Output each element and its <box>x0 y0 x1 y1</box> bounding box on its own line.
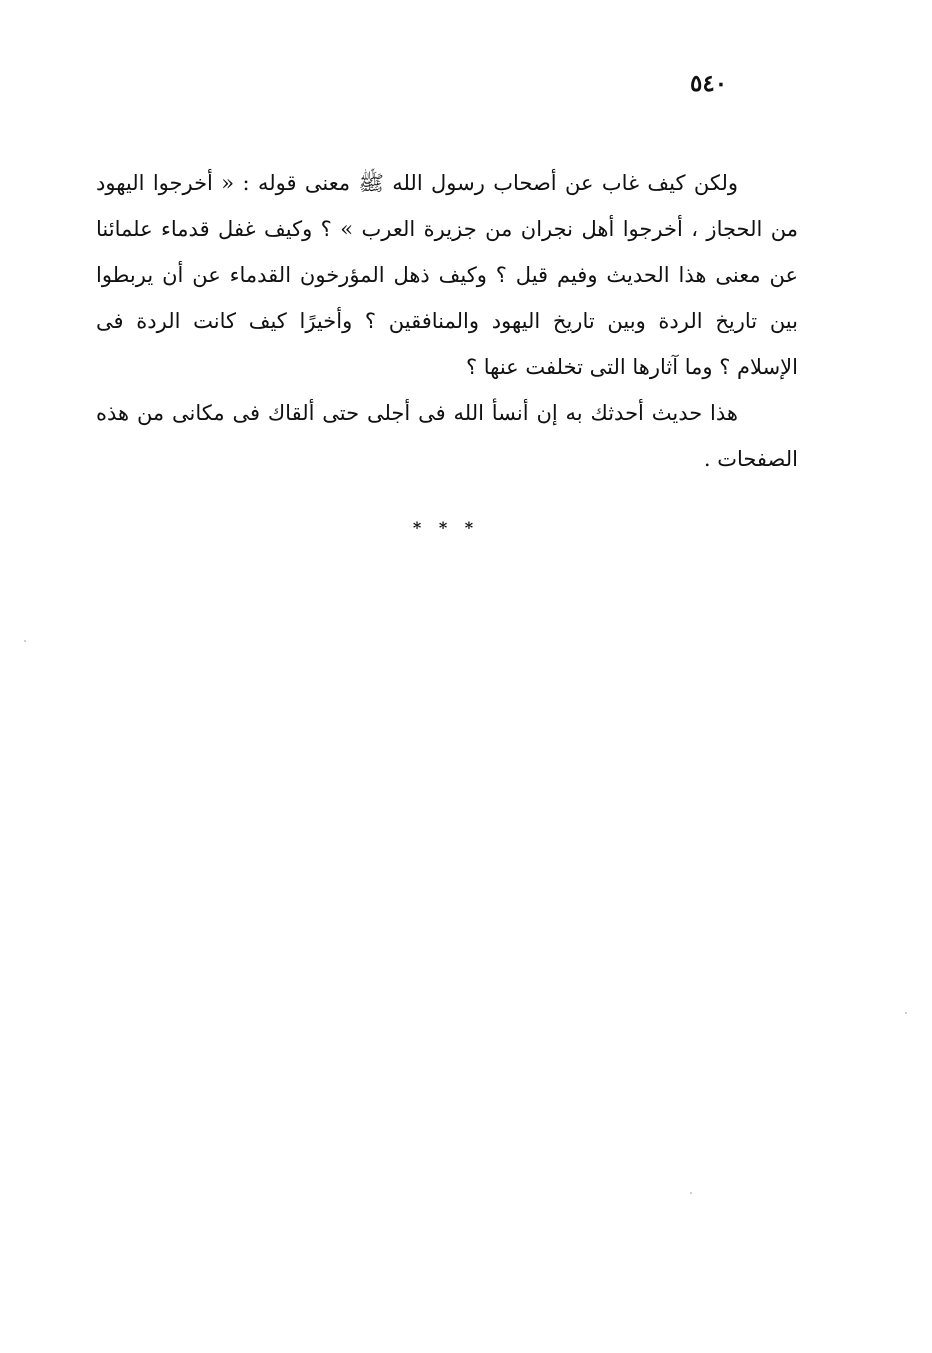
paragraph-2 <box>96 390 798 482</box>
page-number: ٥٤٠ <box>690 70 728 97</box>
text-line: بين تاريخ الردة وبين تاريخ اليهود والمنافقين ؟ وأخيرًا كيف كانت الردة فى <box>96 309 798 333</box>
text-line: الصفحات . <box>703 447 798 471</box>
text-line: ولكن كيف غاب عن أصحاب رسول الله ﷺ معنى قوله : « أخرجوا اليهود <box>96 171 738 195</box>
text-line: هذا حديث أحدثك به إن أنسأ الله فى أجلى حتى ألقاك فى مكانى من هذه <box>96 401 738 425</box>
body-text <box>96 160 798 482</box>
text-line: الإسلام ؟ وما آثارها التى تخلفت عنها ؟ <box>465 355 798 379</box>
text-line: عن معنى هذا الحديث وفيم قيل ؟ وكيف ذهل المؤرخون القدماء عن أن يربطوا <box>96 263 798 287</box>
section-separator: * * * <box>412 518 480 537</box>
scan-speck <box>24 640 26 642</box>
scan-speck <box>690 1192 692 1194</box>
scan-speck <box>905 1012 907 1014</box>
paragraph-1 <box>96 160 798 390</box>
text-line: من الحجاز ، أخرجوا أهل نجران من جزيرة العرب » ؟ وكيف غفل قدماء علمائنا <box>96 217 798 241</box>
